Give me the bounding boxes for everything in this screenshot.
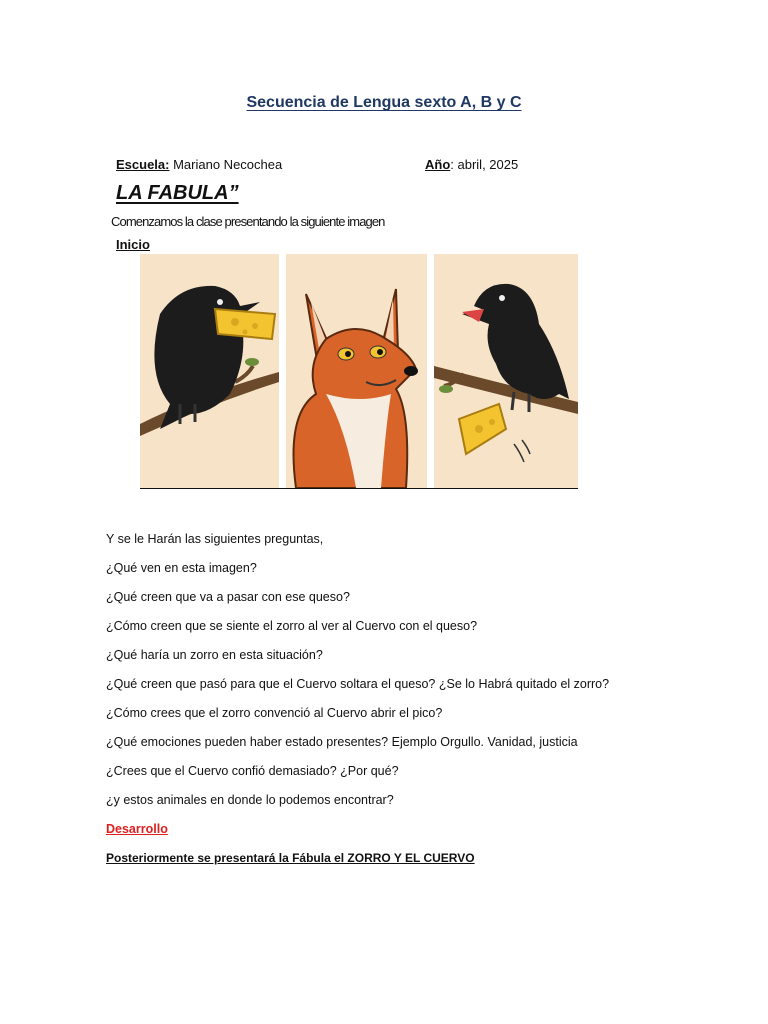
- year-value: : abril, 2025: [450, 157, 519, 172]
- school-line: [116, 157, 282, 172]
- year-label: Año: [425, 157, 451, 172]
- inicio-heading: Inicio: [116, 237, 150, 252]
- question-item: ¿Crees que el Cuervo confió demasiado? ¿Por qué?: [106, 764, 399, 778]
- question-item: ¿y estos animales en donde lo podemos encontrar?: [106, 793, 394, 807]
- fabula-heading: LA FABULA”: [116, 182, 239, 204]
- question-item: ¿Cómo crees que el zorro convenció al Cuervo abrir el pico?: [106, 706, 443, 720]
- question-item: ¿Qué ven en esta imagen?: [106, 561, 257, 575]
- image-baseline: [140, 488, 578, 489]
- document-title: Secuencia de Lengua sexto A, B y C: [246, 94, 522, 111]
- question-item: ¿Qué emociones pueden haber estado presentes? Ejemplo Orgullo. Vanidad, justicia: [106, 735, 578, 749]
- fox-image: [286, 254, 427, 488]
- intro-text: Comenzamos la clase presentando la siguiente imagen: [111, 214, 385, 229]
- crow-with-cheese-image: [140, 254, 279, 488]
- desarrollo-heading: Desarrollo: [106, 822, 168, 836]
- school-label: Escuela:: [116, 157, 170, 172]
- question-item: ¿Qué creen que pasó para que el Cuervo soltara el queso? ¿Se lo Habrá quitado el zorro?: [106, 677, 610, 691]
- development-text: Posteriormente se presentará la Fábula el ZORRO Y EL CUERVO: [106, 851, 475, 865]
- school-value: Mariano Necochea: [169, 157, 283, 172]
- panel-crow-dropping-cheese: [434, 254, 578, 488]
- panel-crow-with-cheese: [140, 254, 279, 488]
- questions-intro: Y se le Harán las siguientes preguntas,: [106, 532, 324, 546]
- question-item: ¿Qué creen que va a pasar con ese queso?: [106, 590, 350, 604]
- year-line: [425, 157, 518, 172]
- fable-illustration: [140, 254, 578, 490]
- crow-dropping-cheese-image: [434, 254, 578, 488]
- question-item: ¿Cómo creen que se siente el zorro al ver al Cuervo con el queso?: [106, 619, 478, 633]
- panel-fox: [286, 254, 427, 488]
- question-item: ¿Qué haría un zorro en esta situación?: [106, 648, 323, 662]
